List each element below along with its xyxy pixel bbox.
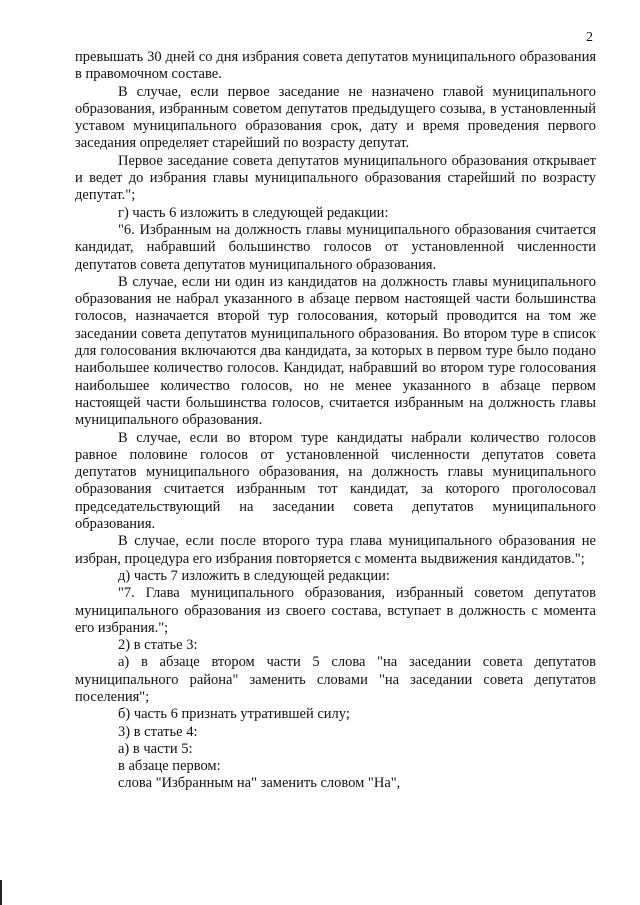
paragraph-article-3-item-b: б) часть 6 признать утратившей силу; xyxy=(118,706,350,723)
paragraph-word-replacement: слова "Избранным на" заменить словом "На", xyxy=(118,775,401,792)
paragraph-continuation: превышать 30 дней со дня избрания совета депутатов муниципального образования в правомочном составе. xyxy=(75,49,596,83)
paragraph-article-3-item-a: а) в абзаце втором части 5 слова "на заседании совета депутатов муниципального района" заменить словами "на заседании совета депутатов поселения"; xyxy=(75,654,596,705)
paragraph-part-7: "7. Глава муниципального образования, избранный советом депутатов муниципального образования из своего состава, вступает в должность с момента его избрания."; xyxy=(75,585,596,636)
paragraph-second-round: В случае, если ни один из кандидатов на должность главы муниципального образования не набрал указанного в абзаце первом настоящей части большинства голосов, назначается второй тур голосования, который проводится на том же заседании совета депутатов муниципального образования. Во втором туре в список для голосования включаются два кандидата, за которых в первом туре было подано наибольшее количество голосов. Кандидат, набравший во втором туре голосования наибольшее количество голосов, но не менее указанного в абзаце первом настоящей части большинства голосов, считается избранным на должность главы муниципального образования. xyxy=(75,273,596,429)
paragraph-item-g: г) часть 6 изложить в следующей редакции: xyxy=(118,204,389,221)
paragraph-repeat-procedure: В случае, если после второго тура глава муниципального образования не избран, процедура его избрания повторяется с момента выдвижения кандидатов."; xyxy=(75,533,596,567)
paragraph-article-4-item-a: а) в части 5: xyxy=(118,740,193,757)
scan-edge-mark xyxy=(0,880,2,905)
document-body xyxy=(75,49,596,793)
paragraph-first-meeting-opened: Первое заседание совета депутатов муниципального образования открывает и ведет до избрания главы муниципального образования старейший по возрасту депутат."; xyxy=(75,152,596,204)
paragraph-item-d: д) часть 7 изложить в следующей редакции: xyxy=(118,567,390,584)
paragraph-first-subparagraph: в абзаце первом: xyxy=(118,758,221,775)
paragraph-article-3: 2) в статье 3: xyxy=(118,637,198,654)
page-number: 2 xyxy=(586,30,593,45)
paragraph-equal-votes: В случае, если во втором туре кандидаты набрали количество голосов равное половине голосов от установленной численности депутатов совета депутатов муниципального образования, на должность главы муниципального образования считается избранным тот кандидат, за которого проголосовал председательствующий на заседании совета депутатов муниципального образования. xyxy=(75,429,596,533)
paragraph-first-meeting-not-scheduled: В случае, если первое заседание не назначено главой муниципального образования, избранным советом депутатов предыдущего созыва, в установленный уставом муниципального образования срок, дату и время проведения первого заседания определяет старейший по возрасту депутат. xyxy=(75,83,596,152)
paragraph-article-4: 3) в статье 4: xyxy=(118,723,198,740)
paragraph-part-6: "6. Избранным на должность главы муниципального образования считается кандидат, набравший большинство голосов от установленной численности депутатов совета депутатов муниципального образования. xyxy=(75,221,596,273)
